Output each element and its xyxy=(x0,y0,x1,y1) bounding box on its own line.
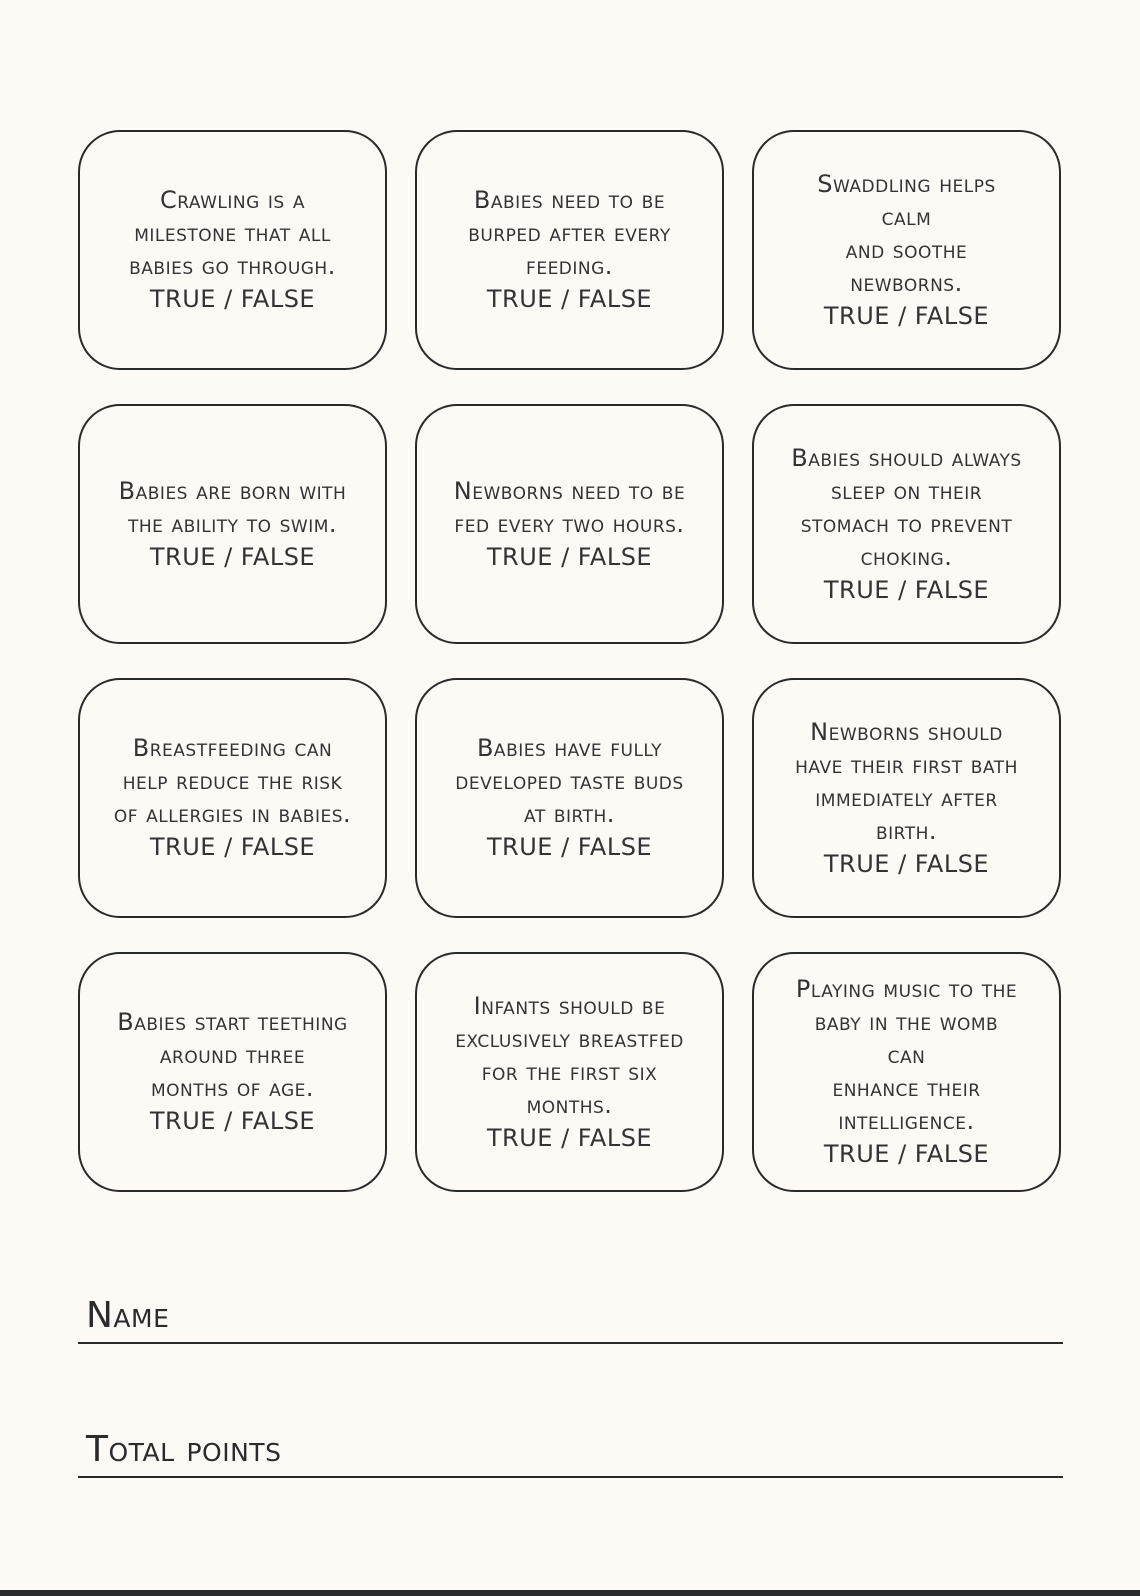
card-true-false[interactable]: TRUE / FALSE xyxy=(149,833,316,861)
card-true-false[interactable]: TRUE / FALSE xyxy=(823,575,990,604)
quiz-card xyxy=(752,130,1061,370)
total-points-field[interactable] xyxy=(78,1430,1063,1478)
card-question: Babies are born with the ability to swim. xyxy=(118,476,347,538)
quiz-card xyxy=(752,678,1061,918)
card-true-false[interactable]: TRUE / FALSE xyxy=(149,1107,316,1135)
name-label: Name xyxy=(86,1295,170,1336)
quiz-card xyxy=(415,678,724,918)
card-true-false[interactable]: TRUE / FALSE xyxy=(149,285,316,313)
name-field[interactable] xyxy=(78,1296,1063,1344)
card-question: Newborns should have their first bath immediately after birth. xyxy=(795,717,1018,845)
card-true-false[interactable]: TRUE / FALSE xyxy=(486,542,653,571)
card-question: Babies start teething around three months of age. xyxy=(117,1008,348,1102)
quiz-card xyxy=(415,404,724,644)
card-question: Playing music to the baby in the womb can enhance their intelligence. xyxy=(795,975,1018,1135)
quiz-card xyxy=(415,130,724,370)
quiz-card xyxy=(78,678,387,918)
quiz-card xyxy=(78,952,387,1192)
footer-bar xyxy=(0,1590,1140,1596)
card-question: Infants should be exclusively breastfed for the first six months. xyxy=(455,991,684,1119)
total-points-label: Total points xyxy=(86,1429,282,1470)
card-question: Babies need to be burped after every feeding. xyxy=(468,186,671,280)
card-question: Newborns need to be fed every two hours. xyxy=(453,476,686,538)
quiz-card xyxy=(752,404,1061,644)
card-question: Swaddling helps calm and soothe newborns. xyxy=(817,169,996,297)
card-true-false[interactable]: TRUE / FALSE xyxy=(486,833,653,861)
card-true-false[interactable]: TRUE / FALSE xyxy=(823,1140,990,1168)
card-question: Breastfeeding can help reduce the risk of allergies in babies. xyxy=(113,734,352,828)
card-true-false[interactable]: TRUE / FALSE xyxy=(486,285,653,313)
quiz-card-grid xyxy=(78,130,1061,1192)
card-question: Crawling is a milestone that all babies go through. xyxy=(129,186,336,280)
quiz-card xyxy=(415,952,724,1192)
card-true-false[interactable]: TRUE / FALSE xyxy=(149,542,316,571)
card-true-false[interactable]: TRUE / FALSE xyxy=(823,301,990,330)
quiz-card xyxy=(78,404,387,644)
card-true-false[interactable]: TRUE / FALSE xyxy=(486,1123,653,1152)
card-question: Babies have fully developed taste buds at birth. xyxy=(455,734,684,828)
quiz-card xyxy=(752,952,1061,1192)
card-true-false[interactable]: TRUE / FALSE xyxy=(823,849,990,878)
quiz-card xyxy=(78,130,387,370)
card-question: Babies should always sleep on their stomach to prevent choking. xyxy=(791,443,1022,571)
